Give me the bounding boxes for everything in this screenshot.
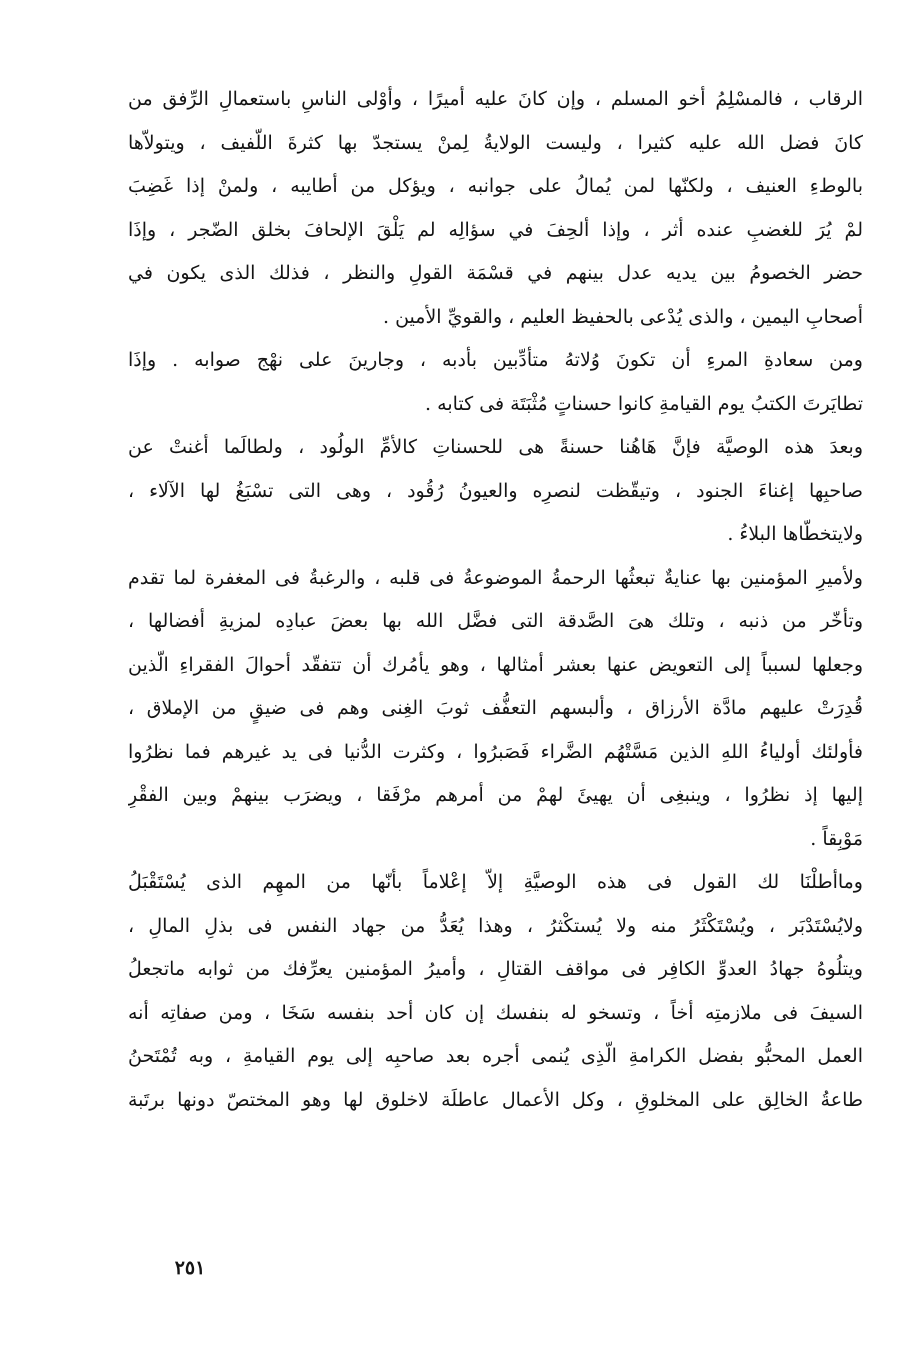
text-line: بالوطءِ العنيف ، ولكنّها لمن يُمالُ على جوانبه ، ويؤكل من أطايبه ، ولمنْ إذا غَضِبَ	[128, 175, 863, 197]
text-line: أصحابِ اليمين ، والذى يُدْعى بالحفيظ العليم ، والقويِّ الأمين .	[382, 305, 863, 328]
paragraph-1	[128, 78, 863, 339]
paragraph-4	[128, 557, 863, 862]
text-line: السيفَ فى ملازمتِه أخاً ، وتسخو له بنفسك إن كان أحد بنفسه سَخَا ، ومن صفاتِه أنه	[128, 1001, 863, 1024]
paragraph-2	[128, 339, 863, 426]
text-line: ومن سعادةِ المرءِ أن تكونَ وُلاتهُ متأدِّبين بأدبه ، وجارينَ على نهْج صوابه . وإذَا	[128, 349, 863, 371]
text-line: الرقاب ، فالمسْلِمُ أخو المسلم ، وإن كانَ عليه أميرًا ، وأوْلى الناسِ باستعمالِ الرِّفق من	[128, 88, 863, 110]
text-line: العمل المحبُّو بفضل الكرامةِ الّذِى يُنمى أجره بعد صاحبِه إلى يوم القيامةِ ، وبه تُمْتَحنُ	[128, 1045, 863, 1067]
page-number: ٢٥١	[174, 1257, 206, 1279]
text-line: فأولئك أولياءُ اللهِ الذين مَسَّتْهُم الضَّراء فَصَبرُوا ، وكثرت الدُّنيا فى يد غيرهم فما نظرُوا	[128, 740, 863, 763]
text-line: إليها إذ نظرُوا ، وينبغِى أن يهيئَ لهمْ من أمرهم مرْفَقا ، ويضرَب بينهمْ وبين الفقْرِ	[128, 784, 863, 806]
paragraph-5	[128, 861, 863, 1122]
text-line: حضر الخصومُ بين يديه عدل بينهم في قسْمَة القولِ والنظر ، فذلك الذى يكون في	[128, 262, 863, 284]
text-line: كانَ فضل الله عليه كثيرا ، وليست الولايةُ لِمنْ يستجدّ بها كثرةَ اللّفيف ، ويتولاّها	[128, 131, 863, 154]
text-line: ويتلُوهُ جهادُ العدوِّ الكافِر فى مواقف القتالِ ، وأميرُ المؤمنين يعرِّفك من ثوابه ماتجعلُ	[128, 958, 863, 980]
paragraph-3	[128, 426, 863, 557]
text-line: تطايَرتَ الكتبُ يوم القيامةِ كانوا حسناتٍ مُثْبَتَة فى كتابه .	[425, 392, 863, 415]
text-line: وبعدَ هذه الوصيَّة فإنَّ هَاهُنا حسنةً هى للحسناتِ كالأمِّ الولُود ، ولطالَما أغنتْ عن	[128, 436, 863, 458]
text-line: وماأطلْنَا لك القول فى هذه الوصيَّةِ إلاّ إعْلاماً بأنّها من المهِم الذى يُسْتَقْبَلُ	[128, 871, 863, 893]
text-line: طاعةُ الخالِق على المخلوقِ ، وكل الأعمال عاطلَة لاخلوق لها وهو المختصّ دونها برتَبة	[128, 1088, 863, 1111]
document-page	[128, 78, 863, 1318]
text-line: لمْ يُرَ للغضبِ عنده أثر ، وإذا ألحِفَ في سؤالِه لم يَلْقَ الإلحافَ بخلق الضّجر ، وإذَا	[128, 218, 863, 241]
text-line: مَوْبِقاً .	[810, 827, 863, 850]
text-line: ولايُسْتَدْبَر ، ويُسْتَكْثَرُ منه ولا يُستكْثرُ ، وهذا يُعَدُّ من جهاد النفس فى بذلِ المالِ ،	[128, 914, 863, 937]
text-line: صاحبِها إغناءَ الجنود ، وتيقّظت لنصرِه والعيونُ رُقُود ، وهى التى تسْبَغُ لها الآلاء ،	[128, 479, 863, 502]
text-line: وجعلها لسبباً إلى التعويض عنها بعشر أمثالها ، وهو يأمُرك أن تتفقّد أحوالَ الفقراءِ الّذين	[128, 653, 863, 676]
text-line: ولايتخطّاها البلاءُ .	[727, 523, 863, 545]
text-line: ولأميرِ المؤمنين بها عنايةٌ تبعثُها الرحمةُ الموضوعةُ فى قلبه ، والرغبةُ فى المغفرة لما تقدم	[128, 566, 863, 589]
text-line: وتأخّر من ذنبه ، وتلك هىَ الصَّدقة التى فضَّل الله بها بعضَ عبادِه لمزيةِ أفضالها ،	[128, 610, 863, 632]
text-line: قُدِرَتْ عليهم مادَّة الأرزاق ، وألبسهم التعفُّف ثوبَ الغِنى وهم فى ضيقٍ من الإملاق ،	[128, 697, 863, 719]
